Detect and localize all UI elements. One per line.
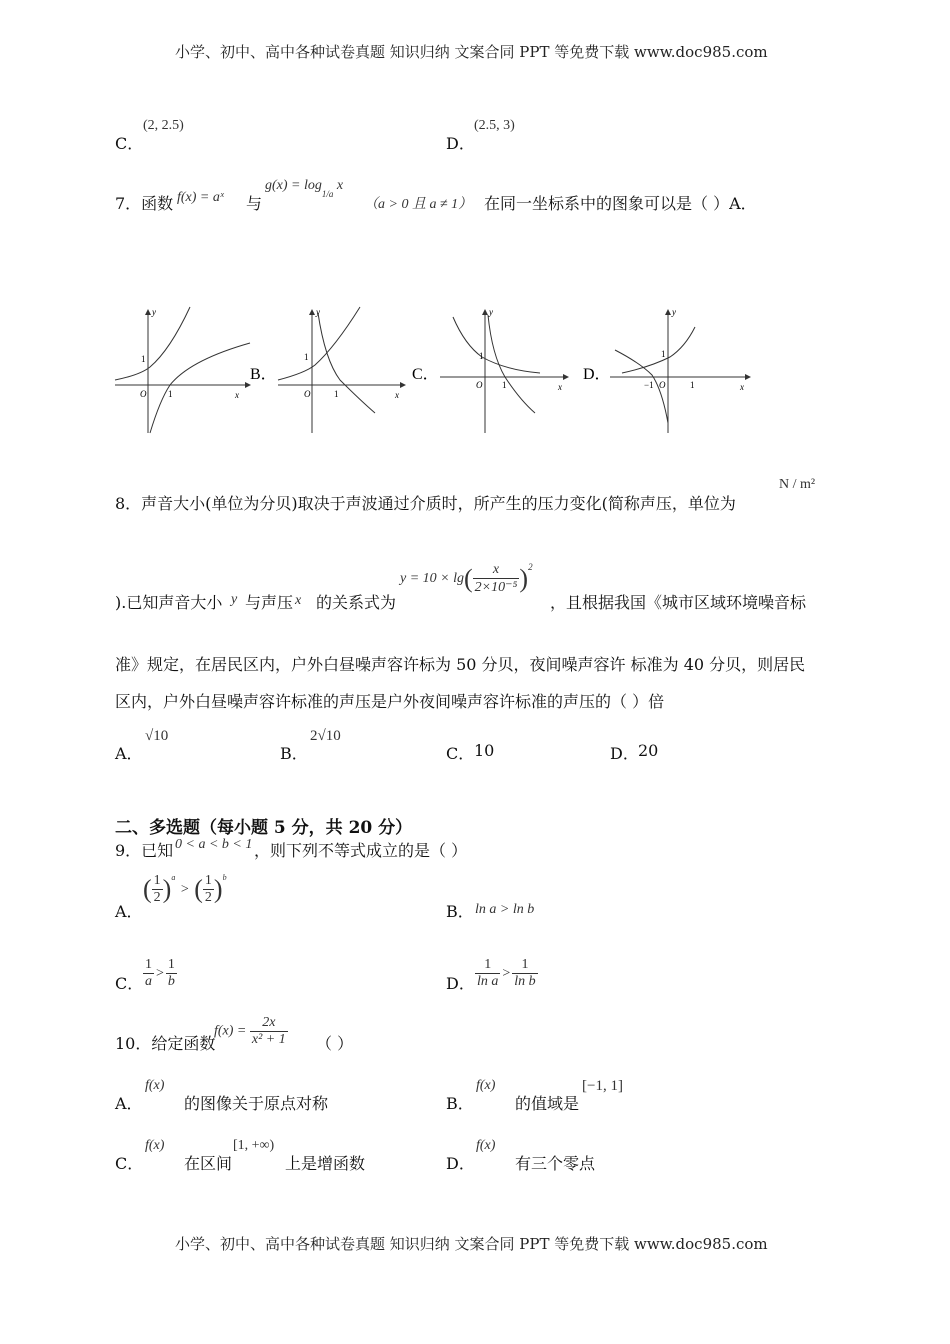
graph-d-one-x: 1 xyxy=(690,380,695,390)
graph-a xyxy=(115,307,250,433)
q10-option-b-label: B． xyxy=(446,1094,474,1113)
q10-option-d-text: 有三个零点 xyxy=(515,1154,596,1173)
q7-f-expression: f(x) = aˣ xyxy=(177,190,224,205)
q7-with: 与 xyxy=(246,194,263,213)
q10-option-c-fx: f(x) xyxy=(145,1138,165,1153)
q9-option-c-expr: $\frac{1}{a}$ > $\frac{1}{b}$ xyxy=(145,957,175,989)
q8-var-x: x xyxy=(295,593,302,608)
graph-b-one-y: 1 xyxy=(304,352,309,362)
q8-line3: 准》规定，在居民区内，户外白昼噪声容许标为 50 分贝，夜间噪声容许 标准为 40 分贝，则居民 xyxy=(115,655,806,674)
q7-tail: 在同一坐标系中的图象可以是（ ）A． xyxy=(484,194,757,213)
q8-option-b-label: B． xyxy=(280,744,308,763)
q10-stem-b: （ ） xyxy=(316,1034,354,1053)
q10-option-c-label: C． xyxy=(115,1154,144,1173)
q9-option-a-label: A． xyxy=(115,902,143,921)
page-header: 小学、初中、高中各种试卷真题 知识归纳 文案合同 PPT 等免费下载 www.doc985.com xyxy=(175,43,768,61)
q8-option-a-value: √10 xyxy=(145,728,169,744)
graph-a-x-label: x xyxy=(235,390,239,400)
q8-option-c-value: 10 xyxy=(474,741,495,760)
q9-option-b-value: ln a > ln b xyxy=(475,902,535,917)
q6-option-c-value: (2, 2.5) xyxy=(143,118,184,133)
q10-option-a-fx: f(x) xyxy=(145,1078,165,1093)
q10-option-a-label: A． xyxy=(115,1094,143,1113)
q8-formula: y = 10 × lg( $\frac{x}{\text{2×10⁻⁵}}$ )$^2$ xyxy=(400,562,533,595)
graph-c-one-y: 1 xyxy=(479,351,484,361)
q8-option-b-value: 2√10 xyxy=(310,728,341,744)
q8-option-c-label: C． xyxy=(446,744,475,763)
q8-line2-c: 的关系式为 xyxy=(316,593,397,612)
q10-option-b-text: 的值域是 xyxy=(515,1094,580,1113)
graph-c-one-x: 1 xyxy=(502,380,507,390)
q7-graphs xyxy=(110,305,760,440)
q7-condition: （a > 0 且 a ≠ 1） xyxy=(364,197,473,212)
q9-stem-a: 9．已知 xyxy=(115,841,174,860)
q10-option-c-range: [1, +∞) xyxy=(233,1138,275,1153)
graph-b-one-x: 1 xyxy=(334,389,339,399)
graph-c-y-label: y xyxy=(489,307,493,317)
graph-b xyxy=(278,307,405,433)
q9-option-c-label: C． xyxy=(115,974,144,993)
graph-b-y-label: y xyxy=(316,307,320,317)
q6-option-d-value: (2.5, 3) xyxy=(474,118,515,133)
q10-option-c-text1: 在区间 xyxy=(184,1154,233,1173)
q8-line1: 8．声音大小(单位为分贝)取决于声波通过介质时，所产生的压力变化(简称声压，单位为 xyxy=(115,494,736,513)
q9-option-d-expr: $\frac{1}{\text{ln a}}$ > $\frac{1}{\text{ln b}}$ xyxy=(477,957,536,989)
graph-a-one-y: 1 xyxy=(141,354,146,364)
q7-g-expression: $g(x) = \log_{1/a} x$ xyxy=(265,178,344,199)
graph-b-origin: O xyxy=(304,389,311,399)
q10-option-b-range: [−1, 1] xyxy=(582,1078,623,1094)
q9-condition: 0 < a < b < 1 xyxy=(175,837,253,852)
q8-option-d-value: 20 xyxy=(638,741,659,760)
q10-option-a-text: 的图像关于原点对称 xyxy=(184,1094,329,1113)
graph-d-one-y: 1 xyxy=(661,349,666,359)
q7-number: 7．函数 xyxy=(115,194,174,213)
graph-c-origin: O xyxy=(476,380,483,390)
q8-option-d-label: D． xyxy=(610,744,639,763)
q10-option-c-text2: 上是增函数 xyxy=(285,1154,366,1173)
q10-stem-a: 10．给定函数 xyxy=(115,1034,216,1053)
graph-d-x-label: x xyxy=(740,382,744,392)
graph-a-one-x: 1 xyxy=(168,389,173,399)
graph-d-y-label: y xyxy=(672,307,676,317)
q8-line4: 区内，户外白昼噪声容许标准的声压是户外夜间噪声容许标准的声压的（ ）倍 xyxy=(115,692,665,711)
q8-line2-b: 与声压 xyxy=(245,593,294,612)
q10-option-d-fx: f(x) xyxy=(476,1138,496,1153)
q7-option-b-label: B． xyxy=(250,366,277,383)
q8-line2-d: ，且根据我国《城市区域环境噪音标 xyxy=(550,593,807,612)
graph-a-origin: O xyxy=(140,389,147,399)
graph-a-y-label: y xyxy=(152,307,156,317)
graph-c-x-label: x xyxy=(558,382,562,392)
graph-d-origin: O xyxy=(659,380,666,390)
graph-d xyxy=(610,307,750,433)
q10-function: f(x) = $\frac{2x}{\text{x² + 1}}$ xyxy=(214,1015,286,1047)
graph-d-neg-one-x: −1 xyxy=(644,380,654,390)
q9-option-d-label: D． xyxy=(446,974,475,993)
q9-option-b-label: B． xyxy=(446,902,474,921)
q7-option-d-label: D． xyxy=(583,366,611,383)
q6-option-c-label: C． xyxy=(115,134,144,153)
q9-stem-b: ，则下列不等式成立的是（ ） xyxy=(254,841,468,860)
q8-line2-a: ).已知声音大小 xyxy=(115,593,223,612)
q8-unit: N / m² xyxy=(779,477,816,492)
page-footer: 小学、初中、高中各种试卷真题 知识归纳 文案合同 PPT 等免费下载 www.doc985.com xyxy=(175,1235,768,1253)
q8-option-a-label: A． xyxy=(115,744,143,763)
graph-b-x-label: x xyxy=(395,390,399,400)
q8-var-y: y xyxy=(231,592,238,607)
q7-option-c-label: C． xyxy=(412,366,439,383)
q6-option-d-label: D． xyxy=(446,134,475,153)
q9-option-a-expr: ( $\frac{1}{2}$ )$^a$ > ( $\frac{1}{2}$ )$^b$ xyxy=(143,873,227,905)
q10-option-d-label: D． xyxy=(446,1154,475,1173)
section-title: 二、多选题（每小题 5 分，共 20 分） xyxy=(115,818,413,838)
graph-c xyxy=(440,307,568,433)
q10-option-b-fx: f(x) xyxy=(476,1078,496,1093)
